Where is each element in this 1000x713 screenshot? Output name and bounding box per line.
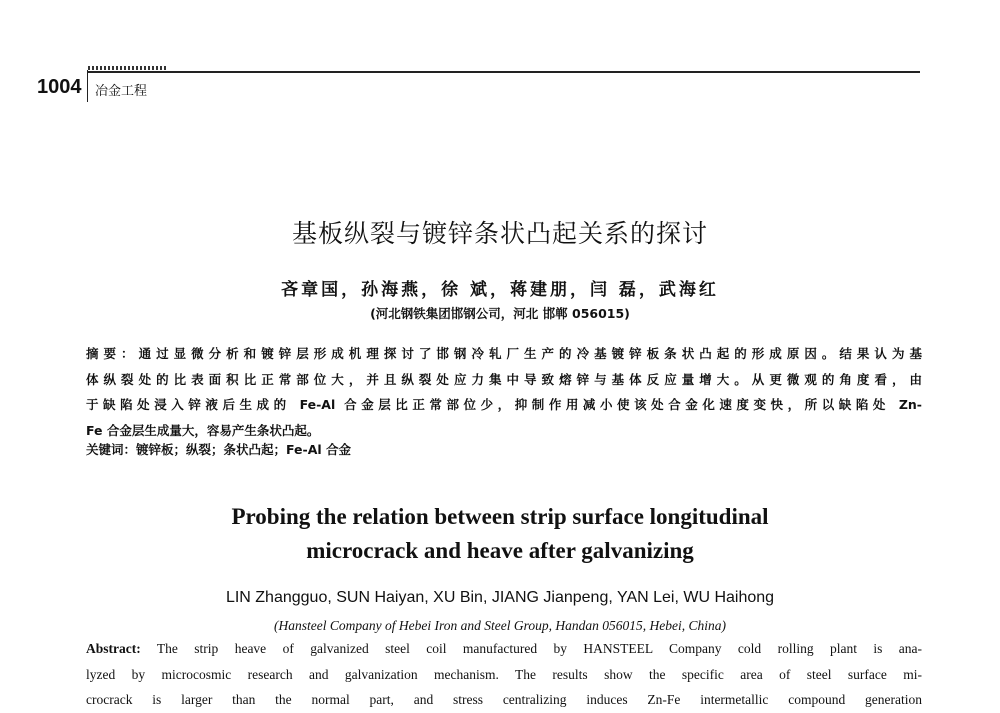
header-divider <box>87 70 88 102</box>
chinese-authors: 吝章国，孙海燕，徐 斌，蒋建朋，闫 磊，武海红 <box>281 280 719 300</box>
chinese-abstract-line-2: 体纵裂处的比表面积比正常部位大，并且纵裂处应力集中导致熔锌与基体反应量增大。从更微观的角度看，由 <box>86 371 922 387</box>
page-number: 1004 <box>37 76 82 98</box>
english-abstract <box>86 636 922 713</box>
chinese-abstract-label: 摘要： <box>86 346 139 361</box>
chinese-abstract <box>86 341 922 443</box>
chinese-keywords <box>86 440 922 458</box>
english-authors: LIN Zhangguo, SUN Haiyan, XU Bin, JIANG Jianpeng, YAN Lei, WU Haihong <box>225 589 775 606</box>
chinese-keywords-label: 关键词： <box>86 442 137 457</box>
english-affiliation: (Hansteel Company of Hebei Iron and Steel Group, Handan 056015, Hebei, China) <box>274 618 726 633</box>
english-title-line-1: Probing the relation between strip surface longitudinal <box>231 504 769 529</box>
chinese-abstract-line-1: 摘要：通过显微分析和镀锌层形成机理探讨了邯钢冷轧厂生产的冷基镀锌板条状凸起的形成原因。结果认为基 <box>86 346 922 361</box>
english-title <box>0 500 1000 568</box>
header-rule <box>88 71 920 73</box>
english-abstract-line-3: crocrack is larger than the normal part, and stress centralizing induces Zn-Fe intermetallic compound generation <box>86 692 922 707</box>
english-abstract-line-2: lyzed by microcosmic research and galvanization mechanism. The results show the specific area of steel surface mi- <box>86 666 922 682</box>
chinese-abstract-line-3: 于缺陷处浸入锌液后生成的 Fe-Al 合金层比正常部位少，抑制作用减小使该处合金化速度变快，所以缺陷处 Zn- <box>86 397 922 412</box>
chinese-keywords-list: 镀锌板；纵裂；条状凸起；Fe-Al 合金 <box>136 442 352 457</box>
header-rule-ornament <box>88 66 168 70</box>
journal-name: 冶金工程 <box>95 84 148 99</box>
english-title-line-2: microcrack and heave after galvanizing <box>306 538 694 563</box>
english-abstract-line-1: Abstract: The strip heave of galvanized steel coil manufactured by HANSTEEL Company cold rolling plant is ana- <box>86 641 923 656</box>
chinese-abstract-line-4: Fe 合金层生成量大，容易产生条状凸起。 <box>86 422 320 438</box>
chinese-title: 基板纵裂与镀锌条状凸起关系的探讨 <box>291 219 708 248</box>
chinese-affiliation: (河北钢铁集团邯钢公司，河北 邯郸 056015) <box>370 306 630 321</box>
english-abstract-label: Abstract: <box>86 641 141 656</box>
